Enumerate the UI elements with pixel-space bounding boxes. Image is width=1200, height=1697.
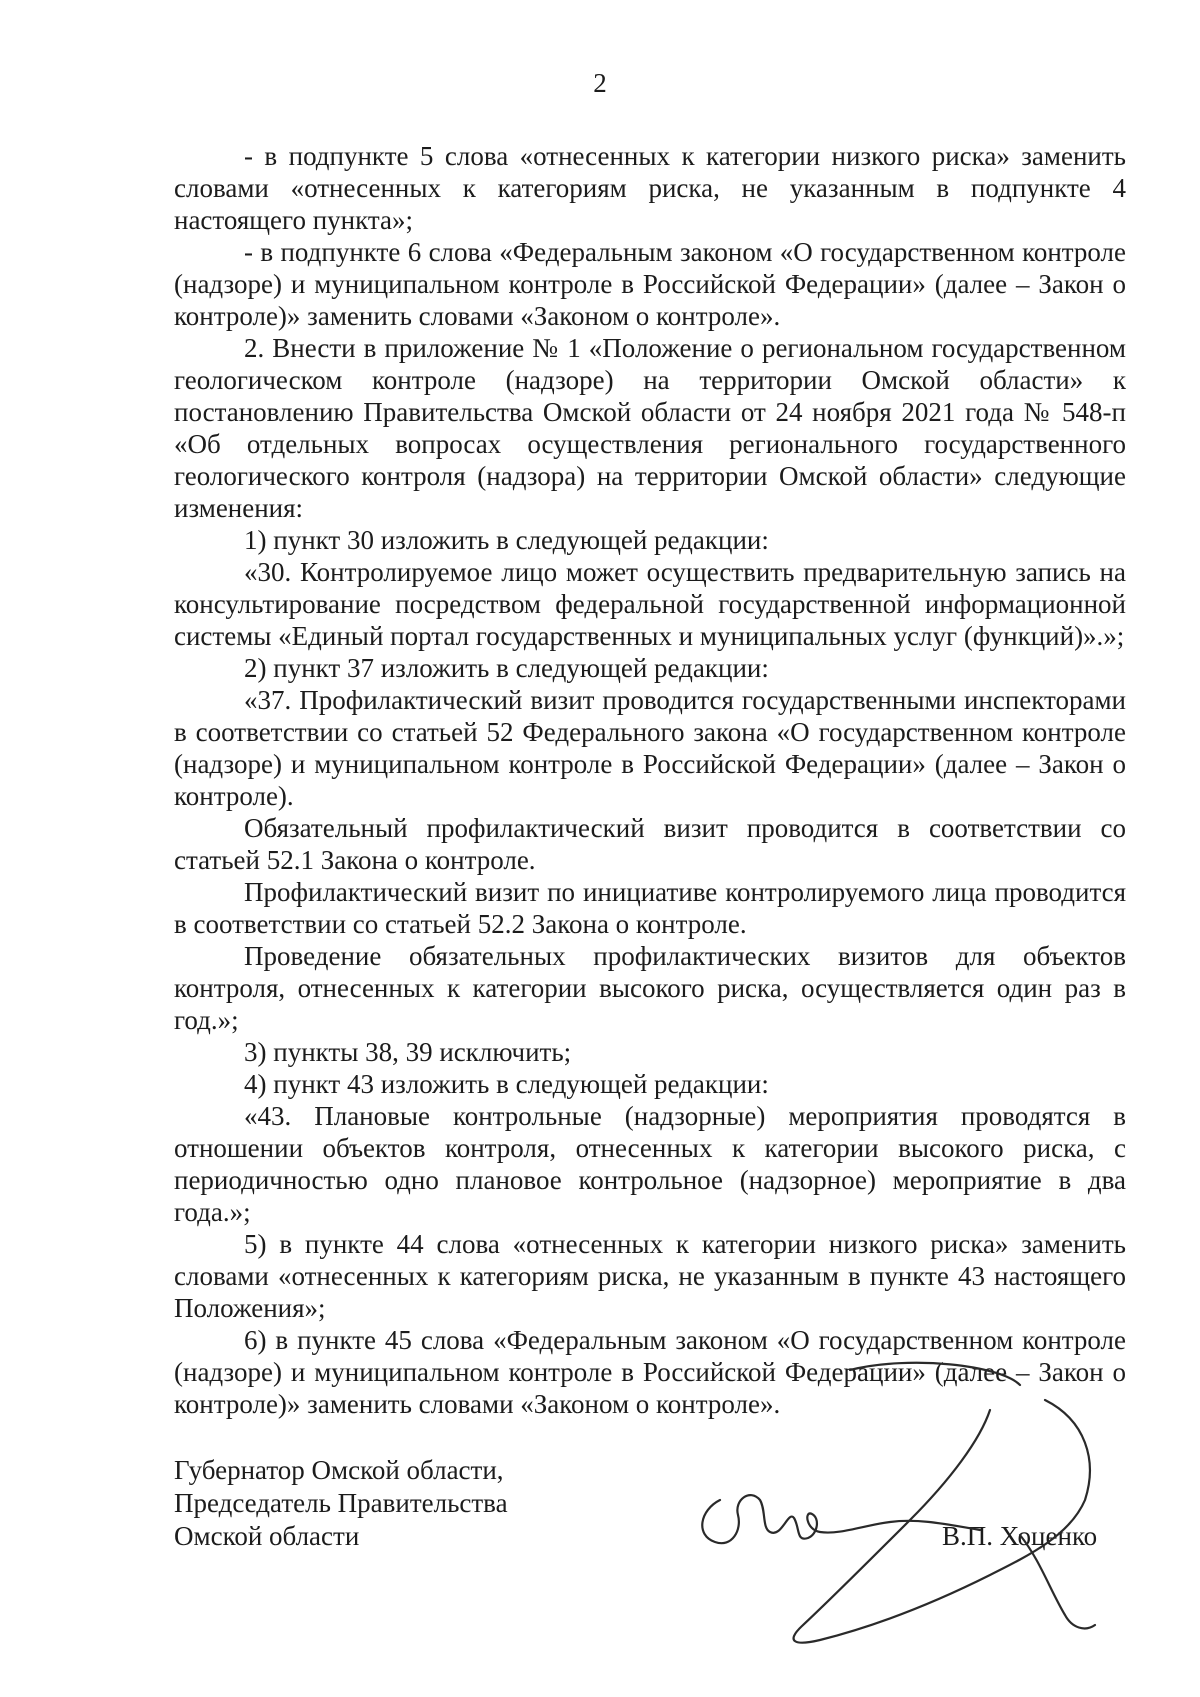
paragraph: 1) пункт 30 изложить в следующей редакции: bbox=[244, 525, 769, 555]
paragraph: «37. Профилактический визит проводится государственными инспекторами в соответствии со статьей 52 Федерального закона «О государственном контроле (надзоре) и муниципальном контроле в Российской Федерации» (далее – Закон о контроле). bbox=[174, 685, 1126, 811]
signatory-position bbox=[174, 1454, 508, 1553]
paragraph: «30. Контролируемое лицо может осуществить предварительную запись на консультирование посредством федеральной государственной информационной системы «Единый портал государственных и муниципальных услуг (функций)».»; bbox=[174, 557, 1126, 651]
paragraph: 4) пункт 43 изложить в следующей редакции: bbox=[244, 1069, 769, 1099]
paragraph: 3) пункты 38, 39 исключить; bbox=[244, 1037, 572, 1067]
paragraph: Проведение обязательных профилактических визитов для объектов контроля, отнесенных к категории высокого риска, осуществляется один раз в год.»; bbox=[174, 941, 1126, 1035]
paragraph: - в подпункте 6 слова «Федеральным законом «О государственном контроле (надзоре) и муниципальном контроле в Российской Федерации» (далее – Закон о контроле)» заменить словами «Законом о контроле». bbox=[174, 237, 1126, 331]
paragraph: Профилактический визит по инициативе контролируемого лица проводится в соответствии со статьей 52.2 Закона о контроле. bbox=[174, 877, 1126, 939]
document-body bbox=[174, 140, 1126, 1420]
signer-name: В.П. Хоценко bbox=[942, 1521, 1098, 1551]
paragraph: 5) в пункте 44 слова «отнесенных к категории низкого риска» заменить словами «отнесенных к категориям риска, не указанным в пункте 43 настоящего Положения»; bbox=[174, 1229, 1126, 1323]
paragraph: 2. Внести в приложение № 1 «Положение о региональном государственном геологическом контроле (надзоре) на территории Омской области» к постановлению Правительства Омской области от 24 ноября 2021 года № 548-п «Об отдельных вопросах осуществления регионального государственного геологического контроля (надзора) на территории Омской области» следующие изменения: bbox=[174, 333, 1126, 523]
paragraph: - в подпункте 5 слова «отнесенных к категории низкого риска» заменить словами «отнесенных к категориям риска, не указанным в подпункте 4 настоящего пункта»; bbox=[174, 141, 1126, 235]
paragraph: 6) в пункте 45 слова «Федеральным законом «О государственном контроле (надзоре) и муниципальном контроле в Российской Федерации» (далее – Закон о контроле)» заменить словами «Законом о контроле». bbox=[174, 1325, 1126, 1419]
paragraph: «43. Плановые контрольные (надзорные) мероприятия проводятся в отношении объектов контроля, отнесенных к категории высокого риска, с периодичностью одно плановое контрольное (надзорное) мероприятие в два года.»; bbox=[174, 1101, 1126, 1227]
paragraph: Обязательный профилактический визит проводится в соответствии со статьей 52.1 Закона о контроле. bbox=[174, 813, 1126, 875]
position-line: Председатель Правительства bbox=[174, 1488, 508, 1518]
position-line: Губернатор Омской области, bbox=[174, 1455, 504, 1485]
handwritten-signature bbox=[690, 1360, 1100, 1650]
paragraph: 2) пункт 37 изложить в следующей редакции: bbox=[244, 653, 769, 683]
page-number: 2 bbox=[593, 68, 607, 98]
position-line: Омской области bbox=[174, 1521, 360, 1551]
